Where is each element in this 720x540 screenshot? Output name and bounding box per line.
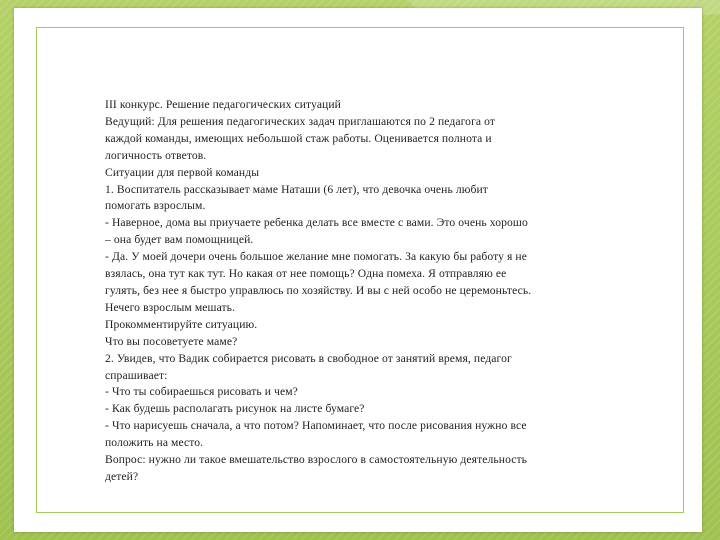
text-line: 1. Воспитатель рассказывает маме Наташи (6 лет), что девочка очень любит	[105, 182, 488, 196]
text-line: - Наверное, дома вы приучаете ребенка делать все вместе с вами. Это очень хорошо	[105, 216, 528, 230]
text-line: Нечего взрослым мешать.	[105, 300, 236, 314]
text-line: гулять, без нее я быстро управлюсь по хозяйству. И вы с ней особо не церемоньтесь.	[105, 283, 532, 297]
text-line: спрашивает:	[105, 368, 168, 382]
text-line: помогать взрослым.	[105, 199, 206, 213]
text-line: детей?	[105, 469, 139, 483]
text-line: - Что ты собираешься рисовать и чем?	[105, 385, 298, 399]
text-line: Ситуации для первой команды	[105, 165, 260, 179]
text-line: - Что нарисуешь сначала, а что потом? Напоминает, что после рисования нужно все	[105, 419, 527, 433]
text-line: - Да. У моей дочери очень большое желание мне помогать. За какую бы работу я не	[105, 250, 527, 264]
text-line: логичность ответов.	[105, 148, 207, 162]
text-line: - Как будешь располагать рисунок на листе бумаге?	[105, 402, 365, 416]
text-line: каждой команды, имеющих небольшой стаж работы. Оценивается полнота и	[105, 131, 492, 145]
text-line: Вопрос: нужно ли такое вмешательство взрослого в самостоятельную деятельность	[105, 453, 528, 467]
text-line: Ведущий: Для решения педагогических задач приглашаются по 2 педагога от	[105, 114, 496, 128]
slide-text	[105, 97, 625, 486]
text-line: III конкурс. Решение педагогических ситуаций	[105, 98, 341, 111]
text-line: – она будет вам помощницей.	[105, 233, 254, 247]
text-line: положить на место.	[105, 436, 204, 450]
text-line: взялась, она тут как тут. Но какая от нее помощь? Одна помеха. Я отправляю ее	[105, 267, 507, 281]
text-line: 2. Увидев, что Вадик собирается рисовать в свободное от занятий время, педагог	[105, 351, 512, 365]
text-line: Прокомментируйте ситуацию.	[105, 317, 258, 331]
text-line: Что вы посоветуете маме?	[105, 334, 238, 348]
